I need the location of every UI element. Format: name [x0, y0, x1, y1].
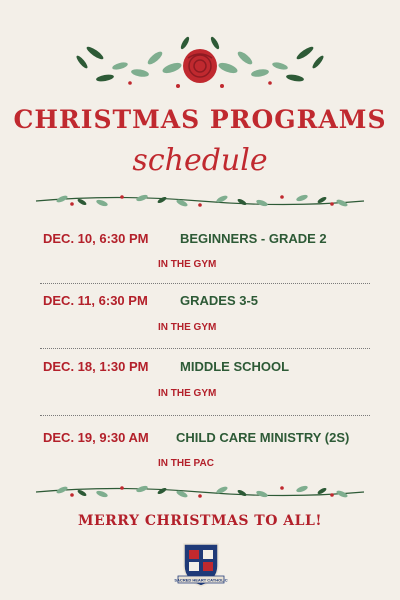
program-location: IN THE GYM [158, 388, 217, 399]
program-location: IN THE GYM [158, 259, 217, 270]
holly-garland-icon [32, 190, 368, 212]
school-crest-icon [174, 540, 228, 590]
divider [40, 348, 370, 349]
program-location: IN THE GYM [158, 322, 217, 333]
page-subtitle: schedule [132, 143, 268, 178]
program-date: DEC. 18, 1:30 PM [43, 359, 149, 374]
divider [40, 283, 370, 284]
divider [40, 415, 370, 416]
program-name: MIDDLE SCHOOL [180, 359, 290, 374]
closing-message: MERRY CHRISTMAS TO ALL! [78, 513, 322, 529]
holly-garland-icon [32, 481, 368, 503]
program-name: GRADES 3-5 [180, 293, 259, 308]
program-date: DEC. 19, 9:30 AM [43, 430, 149, 445]
svg-text:SACRED HEART CATHOLIC: SACRED HEART CATHOLIC [174, 577, 228, 583]
program-date: DEC. 11, 6:30 PM [43, 293, 148, 308]
program-name: CHILD CARE MINISTRY (2S) [176, 430, 350, 445]
program-name: BEGINNERS - GRADE 2 [180, 231, 327, 246]
program-location: IN THE PAC [158, 458, 214, 469]
page-title: CHRISTMAS PROGRAMS [13, 105, 387, 134]
program-date: DEC. 10, 6:30 PM [43, 231, 149, 246]
rose-floral-icon [60, 28, 340, 98]
